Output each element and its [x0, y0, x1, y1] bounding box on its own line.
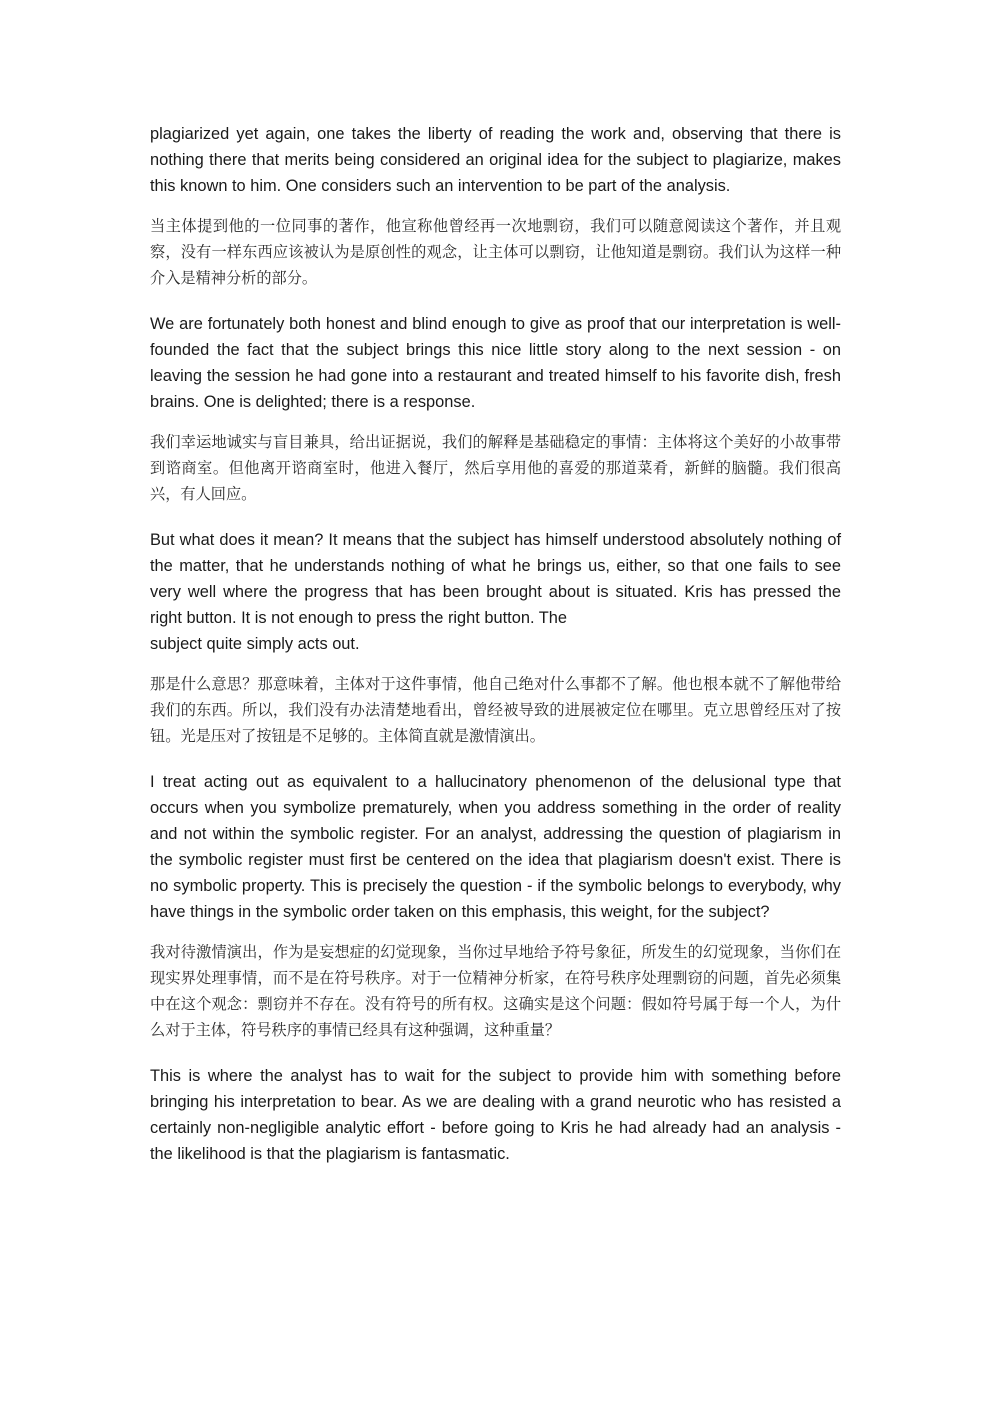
- paragraph-en-3-tail: subject quite simply acts out.: [150, 635, 360, 653]
- paragraph-zh-2: 我们幸运地诚实与盲目兼具，给出证据说，我们的解释是基础稳定的事情：主体将这个美好的小故事带到谘商室。但他离开谘商室时，他进入餐厅，然后享用他的喜爱的那道菜肴，新鲜的脑髓。我们很高兴，有人回应。: [150, 433, 841, 503]
- paragraph-en-3-body: But what does it mean? It means that the subject has himself understood absolutely nothing of the matter, that he understands nothing of what he brings us, either, so that one fails to see very well where the progress that has been brought about is situated. Kris has pressed the right button. It is not enough to press the right button. The: [150, 531, 841, 627]
- paragraph-en-5: This is where the analyst has to wait for the subject to provide him with something before bringing his interpretation to bear. As we are dealing with a grand neurotic who has resisted a certainly non-negligible analytic effort - before going to Kris he had already had an analysis - the likelihood is that the plagiarism is fantasmatic.: [150, 1067, 841, 1163]
- paragraph-zh-1: 当主体提到他的一位同事的著作，他宣称他曾经再一次地剽窃，我们可以随意阅读这个著作，并且观察，没有一样东西应该被认为是原创性的观念，让主体可以剽窃，让他知道是剽窃。我们认为这样一种介入是精神分析的部分。: [150, 217, 841, 287]
- paragraph-en-2: We are fortunately both honest and blind enough to give as proof that our interpretation is well-founded the fact that the subject brings this nice little story along to the next session - on leaving the session he had gone into a restaurant and treated himself to his favorite dish, fresh brains. One is delighted; there is a response.: [150, 315, 841, 411]
- paragraph-en-3: [150, 527, 841, 657]
- paragraph-en-4: I treat acting out as equivalent to a hallucinatory phenomenon of the delusional type that occurs when you symbolize prematurely, when you address something in the order of reality and not within the symbolic register. For an analyst, addressing the question of plagiarism in the symbolic register must first be centered on the idea that plagiarism doesn't exist. There is no symbolic property. This is precisely the question - if the symbolic belongs to everybody, why have things in the symbolic order taken on this emphasis, this weight, for the subject?: [150, 773, 841, 921]
- paragraph-zh-4: 我对待激情演出，作为是妄想症的幻觉现象，当你过早地给予符号象征，所发生的幻觉现象，当你们在现实界处理事情，而不是在符号秩序。对于一位精神分析家，在符号秩序处理剽窃的问题，首先必须集中在这个观念：剽窃并不存在。没有符号的所有权。这确实是这个问题：假如符号属于每一个人，为什么对于主体，符号秩序的事情已经具有这种强调，这种重量？: [150, 943, 841, 1039]
- paragraph-zh-3: 那是什么意思？那意味着，主体对于这件事情，他自己绝对什么事都不了解。他也根本就不了解他带给我们的东西。所以，我们没有办法清楚地看出，曾经被导致的进展被定位在哪里。克立思曾经压对了按钮。光是压对了按钮是不足够的。主体简直就是激情演出。: [150, 675, 841, 745]
- paragraph-en-1: plagiarized yet again, one takes the liberty of reading the work and, observing that there is nothing there that merits being considered an original idea for the subject to plagiarize, makes this known to him. One considers such an intervention to be part of the analysis.: [150, 125, 841, 195]
- document-body: [150, 121, 841, 1167]
